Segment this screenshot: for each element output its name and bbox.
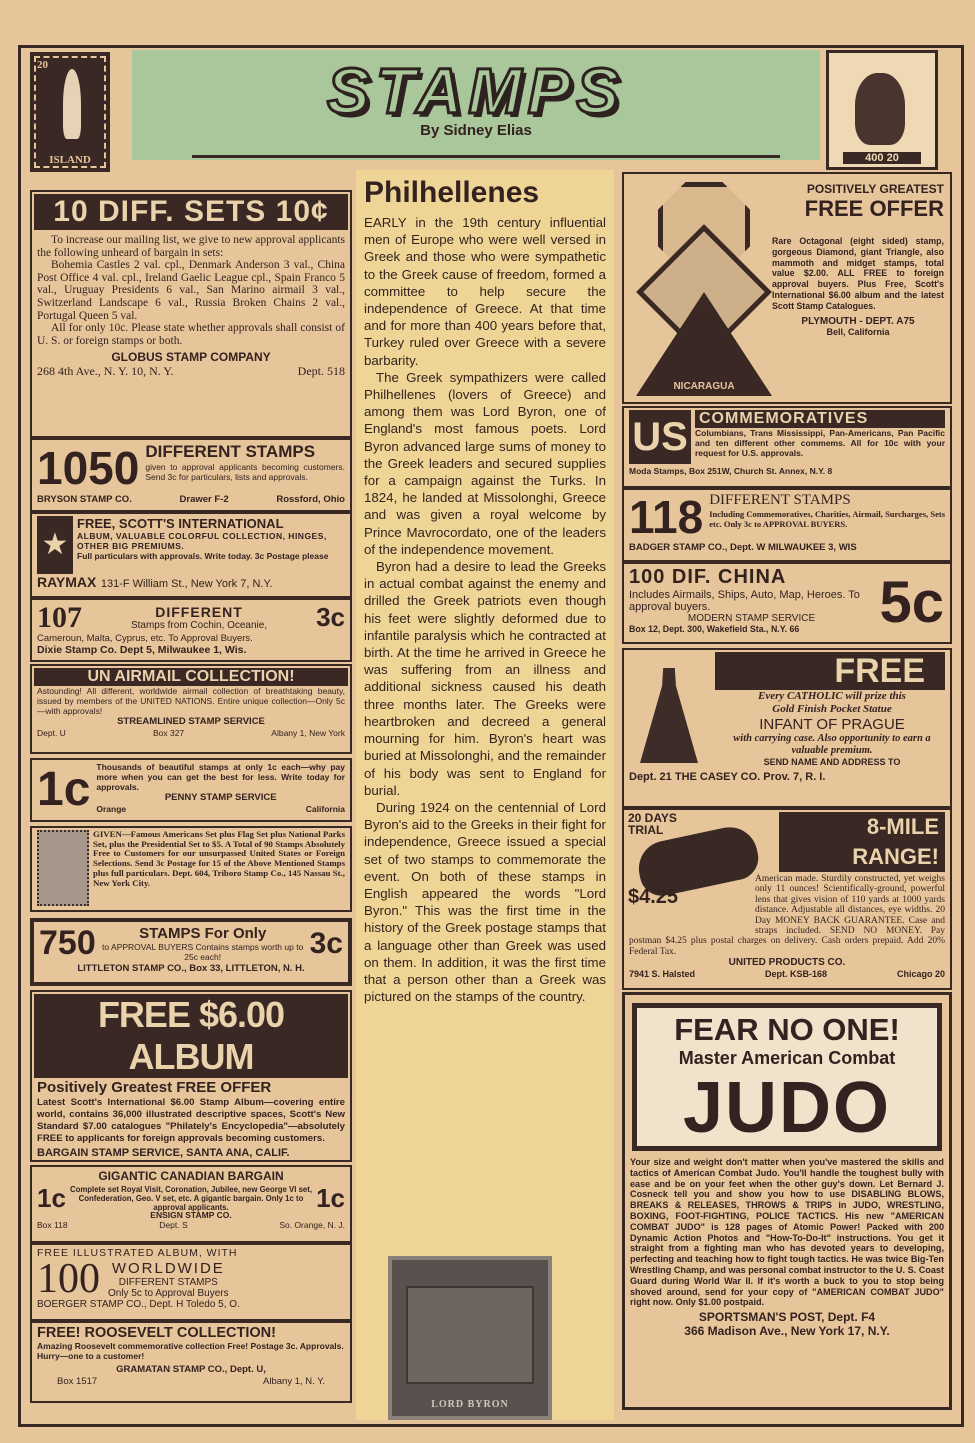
ad-price: 5c bbox=[879, 570, 944, 635]
left-stamp bbox=[30, 52, 110, 172]
stamp-image bbox=[37, 830, 89, 906]
ad-headline: FREE $6.00 ALBUM bbox=[34, 994, 348, 1078]
ad-badger bbox=[622, 488, 952, 562]
ad-company: STREAMLINED STAMP SERVICE bbox=[117, 716, 265, 727]
ad-headline: COMMEMORATIVES bbox=[695, 410, 945, 428]
stamp-value: 20 bbox=[37, 59, 48, 71]
ad-company: BRYSON STAMP CO. bbox=[37, 494, 132, 505]
ad-dept: Dept. KSB-168 bbox=[765, 969, 828, 980]
ad-body: Bohemia Castles 2 val. cpl., Denmark Anderson 3 val., China Post Office 4 val. cpl., Ireland Gaelic League cpl., Spain Franco 5 val., Uruguay Presidents 6 val., San Marino airmail 3 val., Switzerland Landscape 6 val., Russia Broken Chains 2 val., Portugal Queen 5 val. bbox=[37, 259, 345, 322]
ad-penny bbox=[30, 758, 352, 822]
ad-company: BADGER STAMP CO., Dept. W MILWAUKEE 3, WIS bbox=[629, 542, 857, 553]
ad-headline: FREE, SCOTT'S INTERNATIONAL bbox=[77, 516, 284, 531]
ad-sub: Stamps from Cochin, Oceanie, bbox=[130, 620, 268, 631]
ad-headline: FREE! ROOSEVELT COLLECTION! bbox=[37, 1325, 276, 1341]
ad-company: ENSIGN STAMP CO. bbox=[150, 1210, 232, 1220]
ad-line: SEND NAME AND ADDRESS TO bbox=[763, 757, 901, 767]
ad-body: Complete set Royal Visit, Coronation, Jubilee, new George VI set, Confederation, Geo. V set, etc. A gigantic bargain. Only 1c to approval applicants. bbox=[69, 1185, 313, 1212]
ad-headline: WORLDWIDE bbox=[111, 1259, 225, 1277]
ad-address: 268 4th Ave., N. Y. 10, N. Y. bbox=[37, 364, 174, 379]
ad-kicker: POSITIVELY GREATEST bbox=[806, 182, 944, 196]
ad-box: Box 1517 bbox=[57, 1375, 98, 1387]
ad-company: PLYMOUTH - DEPT. A75 bbox=[801, 315, 915, 327]
article-paragraph: The Greek sympathizers were called Philhellenes (lovers of Greece) and among them was Lord Byron, one of England's most famous poets. Lord Byron advanced large sums of money to the Greek leaders and secured supplies for a campaign against the Turks. In 1824, he landed at Missolonghi, Greece and was given a royal welcome by Prince Mavrocordato, one of the leaders of the independence movement. bbox=[364, 369, 606, 557]
ad-price: 1c bbox=[316, 1183, 345, 1213]
ad-company: LITTLETON STAMP CO., Box 33, LITTLETON, N. H. bbox=[77, 963, 305, 974]
ad-city: Bell, California bbox=[826, 326, 890, 337]
right-stamp bbox=[826, 50, 938, 170]
ad-box: Box 118 bbox=[37, 1220, 68, 1230]
ad-modern bbox=[622, 562, 952, 644]
ad-city: Chicago 20 bbox=[896, 969, 945, 980]
article bbox=[356, 170, 614, 1420]
infant-statue-image bbox=[640, 668, 698, 768]
lord-byron-stamp bbox=[388, 1256, 552, 1420]
ad-headline: 8-MILE RANGE! bbox=[779, 812, 945, 872]
title-banner bbox=[132, 50, 820, 160]
ad-line: with carrying case. Also opportunity to earn a valuable premium. bbox=[733, 733, 931, 756]
stamp-value: 400 20 bbox=[843, 152, 921, 164]
stamp-label: NICARAGUA bbox=[673, 381, 735, 392]
ad-address: Box 12, Dept. 300, Wakefield Sta., N.Y. 66 bbox=[629, 624, 800, 634]
ad-trial: 20 DAYS TRIAL bbox=[628, 811, 677, 837]
ad-body: To increase our mailing list, we give to new approval applicants the following unheard of bargain in sets: bbox=[37, 234, 345, 259]
ad-dept: Dept. U bbox=[37, 727, 66, 738]
ad-company: RAYMAX bbox=[37, 574, 97, 590]
byline: By Sidney Elias bbox=[420, 122, 532, 139]
ad-number: 1050 bbox=[37, 442, 140, 494]
ad-city: Orange bbox=[96, 803, 127, 814]
ad-body: Full particulars with approvals. Write today. 3c Postage please bbox=[77, 551, 329, 561]
ad-headline: FREE OFFER bbox=[804, 196, 944, 221]
ad-plymouth bbox=[622, 172, 952, 404]
ad-number: 118 bbox=[629, 491, 704, 543]
ad-body: ALBUM, VALUABLE COLORFUL COLLECTION, HINGES, OTHER BIG PREMIUMS. bbox=[77, 531, 327, 551]
geyser-image bbox=[63, 69, 81, 139]
ad-moda bbox=[622, 406, 952, 488]
ad-line: Gold Finish Pocket Statue bbox=[772, 703, 892, 715]
article-title: Philhellenes bbox=[364, 176, 540, 209]
ad-city: Albany 1, N. Y. bbox=[263, 1375, 325, 1387]
ad-subheadline: Master American Combat bbox=[678, 1048, 896, 1068]
article-paragraph: Byron had a desire to lead the Greeks in actual combat against the enemy and drilled the Greek patriots even though his feet were slightly deformed due to infantile paralysis which he contracted at birth. At the time he arrived in Greece he was suffering from an illness and additional sickness caused his death three months later. The Greeks were heartbroken and decreed a general mourning for him. Byron's heart was buried at Missolonghi, and the remainder of his body was sent to England for burial. bbox=[364, 559, 606, 798]
ad-box: Box 327 bbox=[152, 727, 185, 738]
article-paragraph: EARLY in the 19th century influential men of Europe who were well versed in Greek and those who were sympathetic to the Greek cause of freedom, formed a committee to help secure the independence of Greece. At that time and for more than 400 years before that, Turkey ruled over Greece with a severe barbarity. bbox=[364, 215, 606, 368]
ad-city: So. Orange, N. J. bbox=[279, 1220, 345, 1230]
ad-casey bbox=[622, 648, 952, 808]
ad-title: JUDO bbox=[682, 1068, 892, 1148]
ad-body: Including Commemoratives, Charities, Airmail, Surcharges, Sets etc. Only 3c to APPROVAL BUYERS. bbox=[709, 509, 945, 529]
divider bbox=[192, 155, 780, 158]
ad-price: 3c bbox=[309, 926, 343, 960]
stamp-caption: LORD BYRON bbox=[431, 1399, 509, 1410]
ad-body: Cameroun, Malta, Cyprus, etc. To Approval Buyers. bbox=[37, 633, 253, 644]
ad-company: Moda Stamps, Box 251W, Church St. Annex, N.Y. 8 bbox=[629, 466, 833, 476]
ad-body: Includes Airmails, Ships, Auto, Map, Heroes. To approval buyers. bbox=[629, 589, 860, 613]
ad-dixie bbox=[30, 598, 352, 662]
portrait-image bbox=[855, 73, 905, 145]
ad-triboro bbox=[30, 826, 352, 912]
ad-headline: STAMPS For Only bbox=[139, 925, 267, 942]
stamp-country: ISLAND bbox=[49, 154, 91, 166]
ad-price: 1c bbox=[37, 1183, 66, 1213]
ad-body: Rare Octagonal (eight sided) stamp, gorgeous Diamond, giant Triangle, also mammoth and midget stamps, total value $2.00. ALL FREE to foreign approval buyers. Plus Free, Scott's International $6.00 album and the latest Scott Stamp Catalogues. bbox=[772, 236, 944, 311]
ad-company: BARGAIN STAMP SERVICE, SANTA ANA, CALIF. bbox=[37, 1147, 290, 1159]
ad-state: California bbox=[305, 803, 345, 814]
ad-headline: DIFFERENT STAMPS bbox=[145, 442, 316, 461]
ad-body: GIVEN—Famous Americans Set plus Flag Set plus National Parks Set, plus the Presidential Set to $5. A Total of 90 Stamps Absolutely Free to Customers for our unsurpassed United States or Foreign Selections. Send 3c Postage for 15 of the Above Mentioned Stamps plus full particulars. Dept. 604, Triboro Stamp Co., 145 Nassau St., New York City. bbox=[93, 829, 345, 888]
ad-raymax bbox=[30, 512, 352, 598]
ad-headline: FREE bbox=[715, 652, 945, 690]
ad-bargain bbox=[30, 990, 352, 1162]
ad-headline: 100 DIF. CHINA bbox=[629, 566, 787, 588]
ad-city: Albany 1, New York bbox=[271, 727, 345, 738]
ad-company: PENNY STAMP SERVICE bbox=[164, 792, 277, 803]
ad-headline: DIFFERENT bbox=[155, 604, 243, 620]
ad-number: 100 bbox=[37, 1256, 100, 1302]
ad-address: 366 Madison Ave., New York 17, N.Y. bbox=[684, 1324, 890, 1339]
ad-headline: GIGANTIC CANADIAN BARGAIN bbox=[98, 1169, 284, 1183]
page-title: STAMPS bbox=[327, 55, 625, 127]
ad-kicker: FREE ILLUSTRATED ALBUM, WITH bbox=[37, 1247, 238, 1259]
ad-headline: FEAR NO ONE! bbox=[674, 1012, 900, 1047]
ad-gramatan bbox=[30, 1321, 352, 1403]
judo-banner bbox=[632, 1003, 942, 1151]
ad-number: 107 bbox=[37, 600, 82, 634]
ad-united bbox=[622, 808, 952, 990]
ad-company: GLOBUS STAMP COMPANY bbox=[111, 350, 271, 365]
ad-company: Dept. 21 THE CASEY CO. Prov. 7, R. I. bbox=[629, 771, 826, 783]
ad-body: Amazing Roosevelt commemorative collection Free! Postage 3c. Approvals. Hurry—one to a customer! bbox=[37, 1341, 344, 1361]
ad-company: MODERN STAMP SERVICE bbox=[687, 613, 816, 624]
ad-company: UNITED PRODUCTS CO. bbox=[728, 957, 846, 969]
ad-boerger bbox=[30, 1243, 352, 1321]
ad-bryson bbox=[30, 438, 352, 512]
ad-sub: DIFFERENT STAMPS bbox=[118, 1276, 218, 1288]
ad-price: 1c bbox=[37, 763, 91, 816]
ad-judo bbox=[622, 992, 952, 1410]
ad-company: BOERGER STAMP CO., Dept. H Toledo 5, O. bbox=[37, 1299, 240, 1310]
ad-body: Your size and weight don't matter when you've mastered the skills and tactics of American Combat Judo. You'll handle the toughest bully with ease and be on your feet when the other guy's down. Let Bernard J. Cosneck tell you and show you how to use DISABLING BLOWS, BREAKS & RELEASES, THROWS & TRIPS in JUDO, WRESTLING, BOXING, FOOT-FIGHTING, POLICE TACTICS. His new "AMERICAN COMBAT JUDO" is 128 pages of Atomic Power! Packed with 200 Dynamic Action Photos and "How-To-Do-It" instructions. You get it straight from a fighting man who has devoted years to developing, perfecting and teaching how to fight tough tactics. He was twice Big-Ten Wrestling Champ, and was personal combat instructor to the U. S. Coast Guard during World War II. If it's worth a buck to you to stop being shoved around, send for your copy of "AMERICAN COMBAT JUDO" right now. Only $1.00 postpaid. bbox=[630, 1157, 944, 1308]
ad-dept: Dept. 518 bbox=[297, 364, 345, 379]
ad-drawer: Drawer F-2 bbox=[179, 494, 229, 505]
ad-line: Every CATHOLIC will prize this bbox=[758, 690, 906, 702]
ad-company: GRAMATAN STAMP CO., Dept. U, bbox=[116, 1364, 266, 1375]
ad-body: All for only 10c. Please state whether approvals shall consist of U. S. or foreign stamps or both. bbox=[37, 322, 345, 347]
ad-price: Only 5c to Approval Buyers bbox=[108, 1287, 229, 1299]
star-icon: ★ bbox=[37, 516, 73, 574]
ad-body: to APPROVAL BUYERS Contains stamps worth up to 25c each! bbox=[102, 942, 304, 962]
ad-price: $4.25 bbox=[628, 886, 679, 908]
ad-body: Astounding! All different, worldwide airmail collection of breathtaking beauty, issued by members of the UNITED NATIONS. Entire unique collection—Only 5c—with approvals! bbox=[37, 686, 345, 716]
ad-littleton bbox=[30, 918, 352, 986]
ad-body: Latest Scott's International $6.00 Stamp Album—covering entire world, contains 36,000 illustrated descriptive spaces, Scott's New Standard $7.00 catalogues "Philately's Encyclopedia"—absolutely FREE to applicants for foreign approvals becoming customers. bbox=[37, 1097, 345, 1144]
ad-number: 750 bbox=[39, 924, 96, 962]
ad-address: 131-F William St., New York 7, N.Y. bbox=[100, 578, 273, 590]
ad-body: given to approval applicants becoming customers. Send 3c for particulars, lists and approvals. bbox=[145, 462, 345, 482]
stamp-scene bbox=[406, 1286, 534, 1384]
ad-company: Dixie Stamp Co. Dept 5, Milwaukee 1, Wis. bbox=[37, 644, 247, 656]
article-paragraph: During 1924 on the centennial of Lord Byron's aid to the Greeks in their fight for independence, Greece issued a special set of two stamps to commemorate the event. On both of these stamps in English appeared the words "Lord Byron." This was the first time in the history of the Greek postage stamps that a language other than Greek was used on them. In addition, it was the first time that a person other than a Greek was pictured on the stamps of the country. bbox=[364, 799, 606, 1005]
ad-dept: Dept. S bbox=[159, 1220, 188, 1230]
ad-company: SPORTSMAN'S POST, Dept. F4 bbox=[698, 1310, 876, 1325]
ad-body: American made. Sturdily constructed, yet weighs only 11 ounces! Scientifically-ground, powerful lens that gives vision of 110 yards at 1000 yards distance. Adjustable all distances, eye widths. 20 Day MONEY BACK GUARANTEE. Case and straps included. SEND NO MONEY. Pay postman $4.25 plus postal charges on delivery. Cash orders prepaid. Add 20% Federal Tax. bbox=[629, 874, 945, 957]
ad-headline: 10 DIFF. SETS 10¢ bbox=[34, 194, 348, 230]
ad-ensign bbox=[30, 1165, 352, 1243]
ad-headline: DIFFERENT STAMPS bbox=[709, 492, 851, 508]
ad-globus bbox=[30, 190, 352, 438]
ad-line: INFANT OF PRAGUE bbox=[759, 716, 905, 733]
ad-city: Rossford, Ohio bbox=[276, 494, 345, 505]
us-badge: US bbox=[629, 410, 691, 464]
ad-streamlined bbox=[30, 664, 352, 754]
nicaragua-stamps-image bbox=[634, 182, 774, 398]
ad-body: Thousands of beautiful stamps at only 1c each—why pay more when you can get the best for less. Write today for approvals. bbox=[96, 762, 345, 792]
ad-address: 7941 S. Halsted bbox=[629, 969, 696, 980]
ad-headline: UN AIRMAIL COLLECTION! bbox=[34, 668, 348, 686]
ad-sub: Positively Greatest FREE OFFER bbox=[37, 1079, 272, 1096]
ad-body: Columbians, Trans Mississippi, Pan-Americans, Pan Pacific and ten different other commems. All for 10c with your request for U.S. approvals. bbox=[695, 428, 945, 458]
ad-price: 3c bbox=[316, 602, 345, 632]
